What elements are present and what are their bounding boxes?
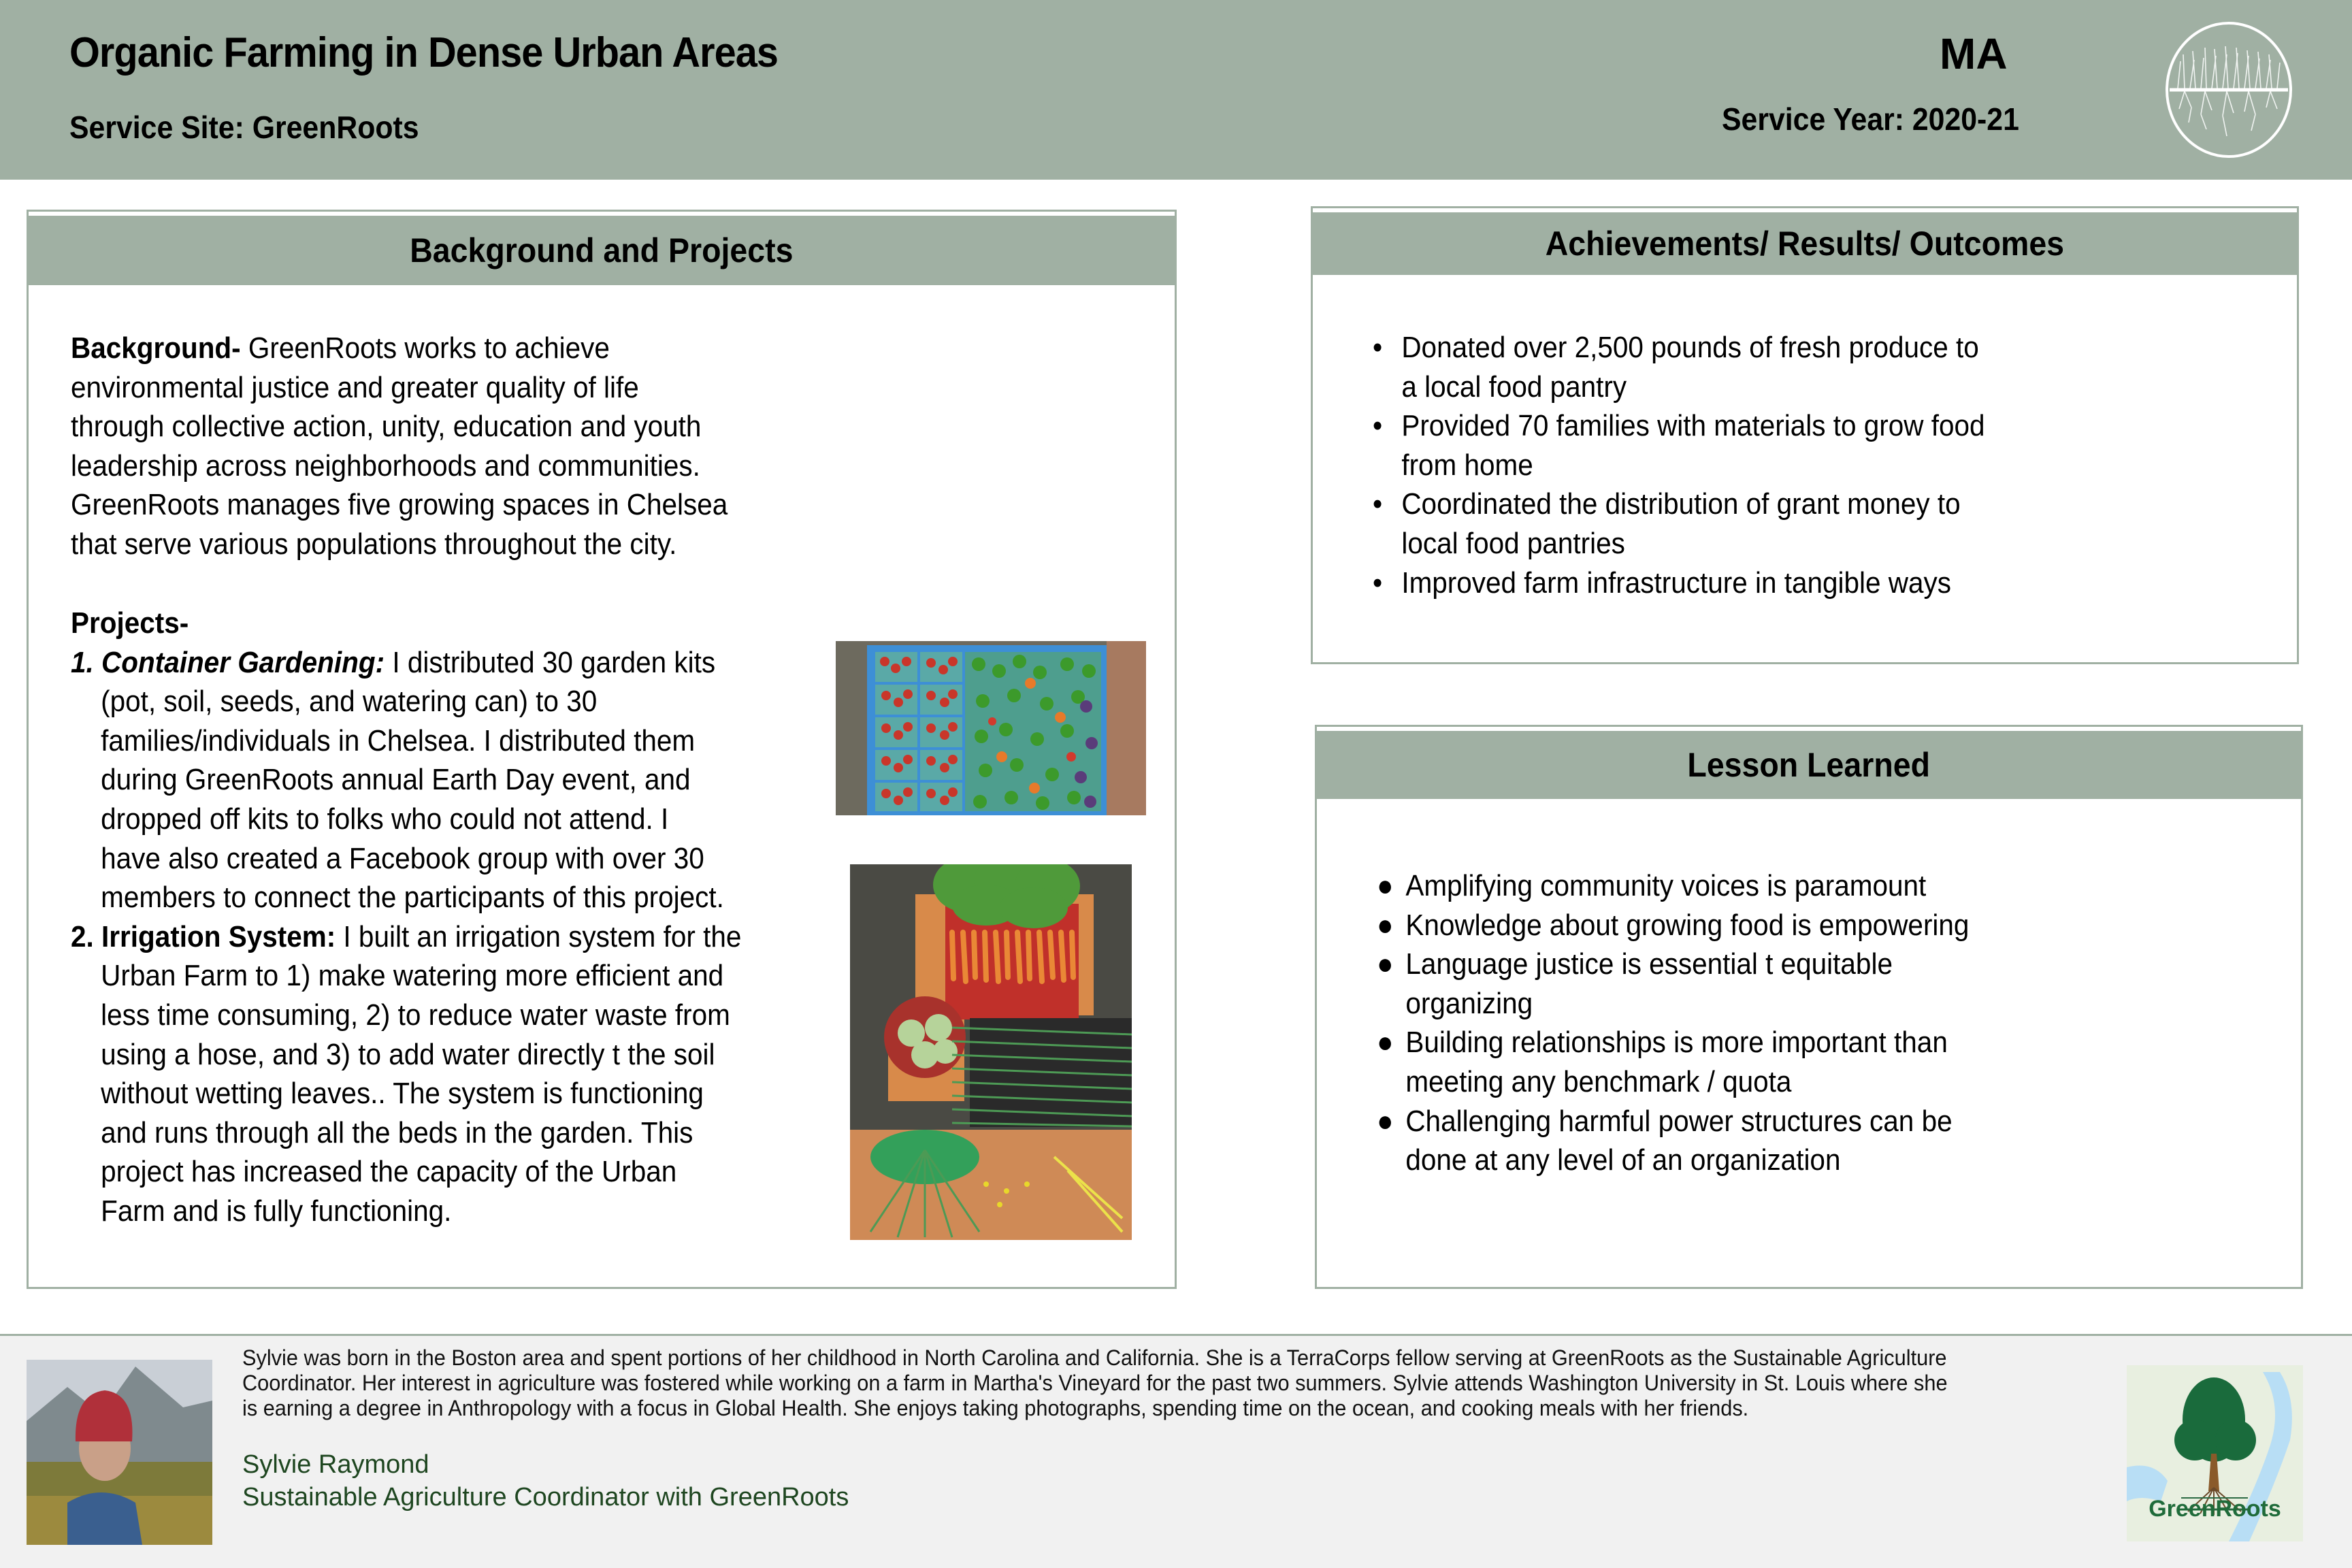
- background-label: Background-: [71, 331, 241, 365]
- achievements-panel: [1311, 206, 2299, 664]
- list-item: [1377, 866, 1969, 906]
- background-line: through collective action, unity, education and youth: [71, 410, 702, 444]
- background-line-text: GreenRoots works to achieve: [240, 331, 610, 365]
- bullet-icon: ●: [1377, 1104, 1394, 1138]
- bullet-icon: •: [1373, 487, 1383, 521]
- background-projects-heading-text: Background and Projects: [410, 231, 794, 270]
- project-1-line: (pot, soil, seeds, and watering can) to 30: [101, 685, 598, 719]
- bullet-icon: ●: [1377, 869, 1394, 902]
- service-year: Service Year: 2020-21: [1722, 101, 2019, 137]
- list-item-line: Provided 70 families with materials to grow food: [1401, 409, 1985, 443]
- list-item-line: a local food pantry: [1401, 370, 1627, 404]
- project-2-text: I built an irrigation system for the: [336, 919, 742, 953]
- project-2-line: without wetting leaves.. The system is functioning: [101, 1077, 704, 1111]
- greenroots-logo: [2127, 1365, 2303, 1541]
- project-2-line: project has increased the capacity of the Urban: [101, 1155, 677, 1189]
- bullet-icon: •: [1373, 566, 1383, 600]
- background-line: [71, 329, 728, 368]
- list-item-line: Improved farm infrastructure in tangible ways: [1401, 566, 1952, 600]
- project-1-title: Container Gardening:: [101, 645, 385, 679]
- list-item: [1377, 906, 1969, 945]
- project-1-line: have also created a Facebook group with over 30: [101, 841, 704, 875]
- background-line: GreenRoots manages five growing spaces in Chelsea: [71, 488, 728, 522]
- project-1-line: families/individuals in Chelsea. I distributed them: [101, 723, 696, 757]
- header-band: [0, 0, 2352, 180]
- background-line: that serve various populations throughout the city.: [71, 527, 677, 561]
- projects-label: [71, 604, 741, 643]
- project-1-line: during GreenRoots annual Earth Day event, and: [101, 763, 691, 797]
- fellow-role: Sustainable Agriculture Coordinator with GreenRoots: [242, 1483, 849, 1512]
- project-2-line: Urban Farm to 1) make watering more efficient and: [101, 959, 724, 993]
- project-1-line: [71, 643, 741, 683]
- produce-crates-photo: [836, 641, 1146, 815]
- project-1-line: members to connect the participants of this project.: [101, 881, 724, 915]
- bullet-icon: ●: [1377, 1026, 1394, 1060]
- list-item-line: meeting any benchmark / quota: [1405, 1064, 1792, 1098]
- fellow-name: Sylvie Raymond: [242, 1450, 429, 1479]
- project-1-line: dropped off kits to folks who could not attend. I: [101, 802, 669, 836]
- list-item-line: Language justice is essential t equitable: [1405, 947, 1893, 981]
- list-item-line: from home: [1401, 448, 1533, 482]
- fellow-footer: [0, 1334, 2352, 1568]
- grass-roots-circle-icon: [2164, 20, 2293, 159]
- list-item: [1373, 485, 1985, 563]
- project-2-line: [71, 917, 741, 957]
- state-label: MA: [1940, 29, 2008, 78]
- achievements-list: [1373, 328, 1985, 602]
- bullet-icon: •: [1373, 331, 1383, 364]
- list-item: [1377, 1102, 1969, 1180]
- projects-text: [71, 604, 741, 1231]
- list-item-line: done at any level of an organization: [1405, 1143, 1841, 1177]
- list-item-line: Donated over 2,500 pounds of fresh produce to: [1401, 331, 1979, 364]
- fellow-bio: Sylvie was born in the Boston area and spent portions of her childhood in North Carolina and California. She is a TerraCorps fellow serving at GreenRoots as the Sustainable Agriculture Coordinator. Her interest in agriculture was fostered while working on a farm in Martha's Vineyard for the past two summers. Sylvie attends Washington University in St. Louis where she is earning a degree in Anthropology with a focus in Global Health. She enjoys taking photographs, spending time on the ocean, and cooking meals with her friends.: [242, 1345, 1948, 1420]
- project-1-text: I distributed 30 garden kits: [385, 645, 716, 679]
- achievements-heading: [1313, 212, 2297, 275]
- project-2-number: 2.: [71, 919, 94, 953]
- project-1-number: 1.: [71, 645, 94, 679]
- projects-label-text: Projects-: [71, 606, 189, 640]
- page-title: Organic Farming in Dense Urban Areas: [69, 29, 779, 76]
- project-2-line: using a hose, and 3) to add water directly t the soil: [101, 1037, 715, 1071]
- list-item: [1373, 328, 1985, 406]
- list-item-line: Challenging harmful power structures can be: [1405, 1104, 1953, 1138]
- list-item-line: Amplifying community voices is paramount: [1405, 869, 1927, 902]
- lessons-heading-text: Lesson Learned: [1687, 746, 1931, 784]
- project-2-line: less time consuming, 2) to reduce water waste from: [101, 998, 730, 1032]
- list-item-line: Coordinated the distribution of grant money to: [1401, 487, 1961, 521]
- lessons-heading: [1317, 731, 2301, 799]
- avatar: [27, 1360, 212, 1545]
- service-site: Service Site: GreenRoots: [69, 110, 419, 145]
- list-item: [1377, 1023, 1969, 1101]
- background-text: [71, 329, 728, 564]
- harvest-table-photo: [850, 864, 1132, 1240]
- achievements-heading-text: Achievements/ Results/ Outcomes: [1545, 225, 2065, 263]
- background-projects-panel: [27, 210, 1177, 1289]
- list-item-line: organizing: [1405, 986, 1533, 1020]
- background-line: leadership across neighborhoods and communities.: [71, 448, 700, 483]
- bullet-icon: ●: [1377, 947, 1394, 981]
- project-2-line: and runs through all the beds in the garden. This: [101, 1115, 693, 1149]
- lessons-panel: [1315, 725, 2303, 1289]
- project-2-line: Farm and is fully functioning.: [101, 1194, 452, 1228]
- background-line: environmental justice and greater quality of life: [71, 370, 639, 404]
- bullet-icon: ●: [1377, 908, 1394, 942]
- list-item: [1377, 945, 1969, 1023]
- list-item-line: local food pantries: [1401, 526, 1625, 560]
- list-item: [1373, 406, 1985, 485]
- greenroots-logo-text: GreenRoots: [2149, 1496, 2281, 1522]
- list-item-line: Building relationships is more important than: [1405, 1026, 1948, 1060]
- background-projects-heading: [29, 216, 1175, 285]
- lessons-list: [1377, 866, 1969, 1180]
- list-item-line: Knowledge about growing food is empowering: [1405, 908, 1970, 942]
- bullet-icon: •: [1373, 409, 1383, 443]
- project-2-title: Irrigation System:: [101, 919, 336, 953]
- list-item: [1373, 564, 1985, 603]
